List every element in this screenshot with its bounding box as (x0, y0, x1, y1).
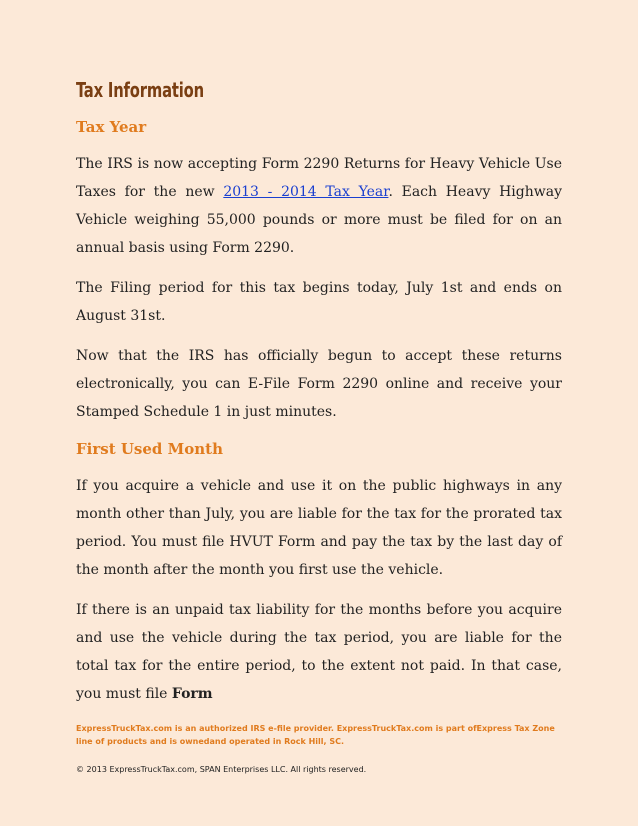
paragraph: If you acquire a vehicle and use it on the public highways in any month other than July, you are liable for the tax for the prorated tax period. You must file HVUT Form and pay the tax by the last day of the month after the month you first use the vehicle. (76, 478, 562, 578)
bold-text: Form (171, 686, 213, 702)
tax-year-link[interactable]: 2013 - 2014 Tax Year (223, 184, 389, 200)
paragraph (76, 150, 562, 262)
paragraph: Now that the IRS has officially begun to accept these returns electronically, you can E-File Form 2290 online and receive your Stamped Schedule 1 in just minutes. (76, 348, 562, 420)
page-title: Tax Information (76, 78, 204, 102)
page-footer (76, 722, 562, 776)
paragraph-text: The IRS is now accepting Form 2290 Returns for Heavy Vehicle Use Taxes for the new (76, 156, 562, 200)
paragraph-text: . Each Heavy Highway Vehicle weighing 55,000 pounds or more must be filed for on an annual basis using Form 2290. (76, 184, 562, 256)
section-heading-tax-year: Tax Year (76, 118, 147, 136)
footer-note: ExpressTruckTax.com is an authorized IRS e-file provider. ExpressTruckTax.com is part ofExpress Tax Zone line of products and is ownedand operated in Rock Hill, SC. (76, 724, 555, 746)
footer-copyright: © 2013 ExpressTruckTax.com, SPAN Enterprises LLC. All rights reserved. (76, 765, 367, 774)
paragraph-text: If there is an unpaid tax liability for the months before you acquire and use the vehicle during the tax period, you are liable for the total tax for the entire period, to the extent not paid. In that case, you must file (76, 602, 562, 702)
section-heading-first-used-month: First Used Month (76, 440, 223, 458)
paragraph: The Filing period for this tax begins today, July 1st and ends on August 31st. (76, 280, 562, 324)
paragraph (76, 596, 562, 708)
